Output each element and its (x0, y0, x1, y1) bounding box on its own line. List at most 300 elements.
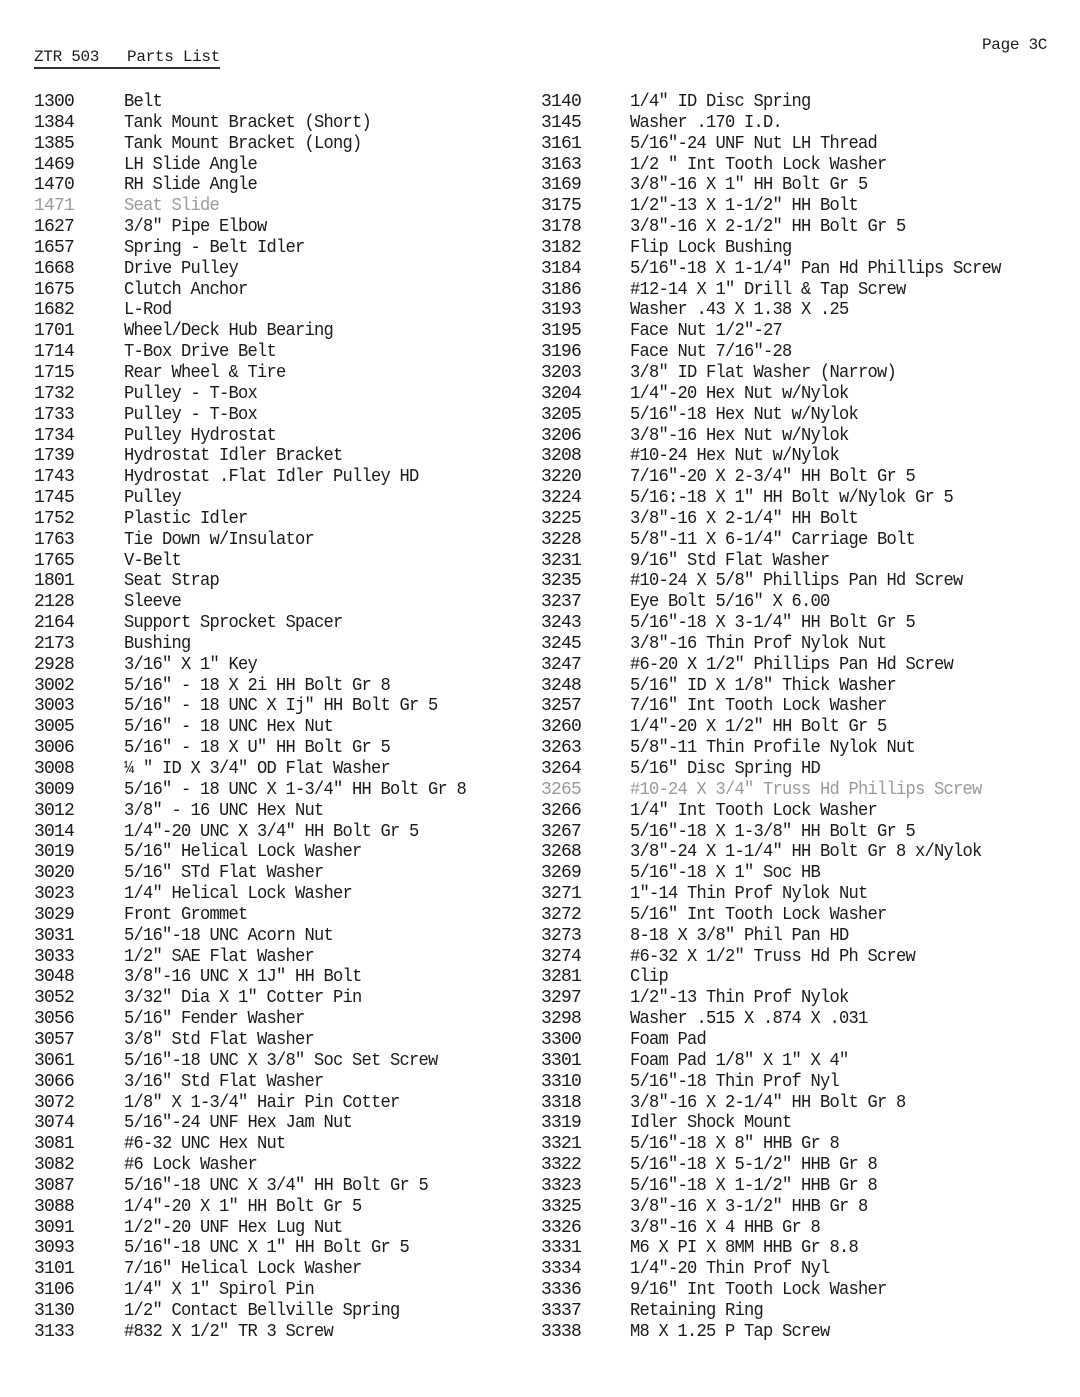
part-row (34, 1009, 484, 1030)
part-row (541, 592, 1020, 613)
part-row (541, 801, 1020, 822)
part-number: 3012 (34, 800, 75, 821)
part-row (541, 1134, 1020, 1155)
part-row (541, 884, 1020, 905)
part-row (541, 551, 1020, 572)
part-number: 3267 (541, 821, 582, 842)
part-row (34, 926, 484, 947)
part-description: 5/16" ID X 1/8" Thick Washer (630, 675, 897, 696)
part-description: LH Slide Angle (124, 154, 258, 175)
part-number: 1763 (34, 529, 75, 550)
part-number: 3031 (34, 925, 75, 946)
part-row (541, 405, 1020, 426)
part-row (541, 863, 1020, 884)
part-number: 3322 (541, 1155, 582, 1176)
part-description: Pulley - T-Box (124, 404, 258, 425)
part-description: 5/16" Disc Spring HD (630, 759, 821, 779)
part-number: 3247 (541, 654, 582, 675)
part-number: 3033 (34, 946, 75, 967)
part-number: 3297 (541, 988, 582, 1009)
part-number: 3300 (541, 1029, 582, 1050)
part-row (541, 342, 1020, 363)
part-description: Drive Pulley (124, 258, 239, 279)
part-row (34, 509, 484, 530)
part-description: Seat Slide (124, 196, 220, 217)
part-number: 3272 (541, 904, 582, 925)
part-description: 3/8" - 16 UNC Hex Nut (124, 800, 324, 821)
part-number: 1743 (34, 467, 75, 488)
part-description: 1"-14 Thin Prof Nylok Nut (630, 884, 868, 905)
part-row (541, 113, 1020, 134)
part-description: #12-14 X 1" Drill & Tap Screw (630, 279, 906, 300)
part-row (541, 696, 1020, 717)
part-number: 3082 (34, 1155, 75, 1176)
part-number: 3093 (34, 1238, 75, 1259)
part-number: 3265 (541, 779, 582, 800)
part-number: 3206 (541, 425, 582, 446)
part-row (541, 717, 1020, 738)
part-number: 3133 (34, 1321, 75, 1342)
part-row (34, 592, 484, 613)
part-number: 1675 (34, 279, 75, 300)
part-number: 3145 (541, 112, 582, 133)
part-description: #6-32 UNC Hex Nut (124, 1134, 286, 1155)
part-row (541, 488, 1020, 509)
part-number: 3331 (541, 1238, 582, 1259)
part-description: M8 X 1.25 P Tap Screw (630, 1321, 830, 1342)
part-row (34, 175, 484, 196)
part-description: ¼ " ID X 3/4" OD Flat Washer (124, 759, 391, 779)
part-row (34, 571, 484, 592)
part-row (541, 738, 1020, 759)
part-row (34, 238, 484, 259)
part-row (34, 1176, 484, 1197)
part-description: 1/4"-20 Hex Nut w/Nylok (630, 383, 849, 404)
part-number: 3002 (34, 675, 75, 696)
part-description: 1/2 " Int Tooth Lock Washer (630, 154, 887, 175)
part-row (541, 759, 1020, 780)
part-row (541, 926, 1020, 947)
part-number: 3072 (34, 1092, 75, 1113)
part-description: Retaining Ring (630, 1300, 764, 1321)
part-row (34, 1218, 484, 1239)
part-description: 3/8"-16 Hex Nut w/Nylok (630, 425, 849, 446)
part-description: 9/16" Int Tooth Lock Washer (630, 1280, 887, 1301)
part-description: 5/16"-18 UNC X 3/4" HH Bolt Gr 5 (124, 1175, 429, 1196)
part-row (541, 967, 1020, 988)
part-row (34, 467, 484, 488)
part-description: 1/4" X 1" Spirol Pin (124, 1280, 315, 1301)
part-description: 5/16"-18 X 3-1/4" HH Bolt Gr 5 (630, 613, 916, 634)
part-description: Clutch Anchor (124, 279, 248, 300)
part-row (34, 738, 484, 759)
part-description: Face Nut 7/16"-28 (630, 342, 792, 363)
part-description: Foam Pad 1/8" X 1" X 4" (630, 1050, 849, 1071)
part-number: 3056 (34, 1009, 75, 1030)
part-number: 3106 (34, 1280, 75, 1301)
part-description: Pulley Hydrostat (124, 425, 277, 446)
part-description: 5/16"-18 X 1" Soc HB (630, 863, 821, 884)
part-number: 3175 (541, 196, 582, 217)
part-number: 3057 (34, 1029, 75, 1050)
part-description: T-Box Drive Belt (124, 342, 277, 363)
part-description: Tank Mount Bracket (Short) (124, 112, 372, 133)
part-number: 3081 (34, 1134, 75, 1155)
part-row (34, 426, 484, 447)
part-description: RH Slide Angle (124, 175, 258, 196)
part-description: Spring - Belt Idler (124, 237, 305, 258)
part-description: 5/16" Fender Washer (124, 1009, 305, 1030)
part-description: Support Sprocket Spacer (124, 613, 343, 634)
part-number: 1734 (34, 425, 75, 446)
part-description: Rear Wheel & Tire (124, 362, 286, 383)
part-description: 1/4" Int Tooth Lock Washer (630, 800, 878, 821)
part-description: #10-24 X 3/4" Truss Hd Phillips Screw (630, 779, 982, 800)
part-number: 3225 (541, 508, 582, 529)
part-number: 3006 (34, 738, 75, 759)
part-description: 5/16" STd Flat Washer (124, 863, 324, 884)
part-number: 3020 (34, 863, 75, 884)
part-description: L-Rod (124, 300, 172, 321)
part-row (34, 842, 484, 863)
part-row (541, 905, 1020, 926)
part-number: 2128 (34, 592, 75, 613)
part-description: 3/8" Std Flat Washer (124, 1029, 315, 1050)
part-description: #10-24 X 5/8" Phillips Pan Hd Screw (630, 571, 963, 592)
part-number: 3178 (541, 217, 582, 238)
part-number: 3196 (541, 342, 582, 363)
part-number: 3269 (541, 863, 582, 884)
part-number: 3074 (34, 1113, 75, 1134)
part-number: 3066 (34, 1071, 75, 1092)
part-number: 3003 (34, 696, 75, 717)
part-number: 1470 (34, 175, 75, 196)
part-row (34, 1155, 484, 1176)
part-number: 3231 (541, 550, 582, 571)
part-description: 7/16" Int Tooth Lock Washer (630, 696, 887, 717)
part-row (34, 530, 484, 551)
part-number: 3326 (541, 1217, 582, 1238)
part-number: 1627 (34, 217, 75, 238)
part-row (541, 1176, 1020, 1197)
part-number: 3195 (541, 321, 582, 342)
part-row (34, 363, 484, 384)
part-number: 3263 (541, 738, 582, 759)
part-number: 3325 (541, 1196, 582, 1217)
part-number: 2928 (34, 654, 75, 675)
part-description: 3/16" Std Flat Washer (124, 1071, 324, 1092)
part-row (541, 988, 1020, 1009)
part-row (541, 300, 1020, 321)
part-number: 1471 (34, 196, 75, 217)
part-description: 8-18 X 3/8" Phil Pan HD (630, 925, 849, 946)
part-number: 1701 (34, 321, 75, 342)
part-row (541, 1009, 1020, 1030)
part-row (34, 1113, 484, 1134)
part-number: 3281 (541, 967, 582, 988)
part-description: 3/8"-24 X 1-1/4" HH Bolt Gr 8 x/Nylok (630, 842, 982, 863)
part-row (541, 1072, 1020, 1093)
part-description: M6 X PI X 8MM HHB Gr 8.8 (630, 1238, 859, 1259)
part-row (34, 384, 484, 405)
part-number: 3273 (541, 925, 582, 946)
part-number: 3061 (34, 1050, 75, 1071)
part-row (34, 1322, 484, 1343)
part-description: Foam Pad (630, 1029, 707, 1050)
part-row (34, 967, 484, 988)
part-number: 3243 (541, 613, 582, 634)
part-number: 1714 (34, 342, 75, 363)
part-row (34, 759, 484, 780)
part-number: 3301 (541, 1050, 582, 1071)
part-description: 5/16" Int Tooth Lock Washer (630, 904, 887, 925)
part-number: 3130 (34, 1300, 75, 1321)
part-row (541, 467, 1020, 488)
part-number: 1385 (34, 133, 75, 154)
part-number: 3184 (541, 258, 582, 279)
part-number: 3266 (541, 800, 582, 821)
part-number: 3193 (541, 300, 582, 321)
part-number: 3337 (541, 1300, 582, 1321)
part-row (541, 1093, 1020, 1114)
part-number: 3205 (541, 404, 582, 425)
part-row (541, 842, 1020, 863)
part-description: 5/16" Helical Lock Washer (124, 842, 362, 863)
part-number: 3323 (541, 1175, 582, 1196)
part-number: 3203 (541, 362, 582, 383)
part-description: 3/8"-16 X 2-1/2" HH Bolt Gr 5 (630, 217, 906, 238)
part-description: #832 X 1/2" TR 3 Screw (124, 1321, 334, 1342)
part-description: 9/16" Std Flat Washer (630, 550, 830, 571)
part-row (34, 551, 484, 572)
part-row (541, 217, 1020, 238)
part-description: Face Nut 1/2"-27 (630, 321, 783, 342)
part-description: V-Belt (124, 550, 182, 571)
part-description: Tie Down w/Insulator (124, 529, 315, 550)
part-number: 3248 (541, 675, 582, 696)
part-row (541, 676, 1020, 697)
part-description: 7/16"-20 X 2-3/4" HH Bolt Gr 5 (630, 467, 916, 488)
part-description: 1/4"-20 X 1" HH Bolt Gr 5 (124, 1196, 362, 1217)
part-description: 5/16" - 18 X U" HH Bolt Gr 5 (124, 738, 391, 759)
part-description: 1/2"-20 UNF Hex Lug Nut (124, 1217, 343, 1238)
part-row (541, 1218, 1020, 1239)
part-row (34, 280, 484, 301)
part-number: 3169 (541, 175, 582, 196)
part-row (541, 947, 1020, 968)
part-row (541, 321, 1020, 342)
part-row (541, 175, 1020, 196)
part-number: 3336 (541, 1280, 582, 1301)
part-description: 1/4"-20 UNC X 3/4" HH Bolt Gr 5 (124, 821, 419, 842)
page-title: ZTR 503 Parts List (34, 48, 220, 69)
part-row (541, 822, 1020, 843)
part-description: Flip Lock Bushing (630, 237, 792, 258)
part-row (541, 280, 1020, 301)
part-number: 3319 (541, 1113, 582, 1134)
part-description: 5/16" - 18 UNC X Ij" HH Bolt Gr 5 (124, 696, 438, 717)
part-number: 1745 (34, 488, 75, 509)
part-row (541, 1238, 1020, 1259)
part-description: 1/8" X 1-3/4" Hair Pin Cotter (124, 1092, 400, 1113)
part-description: Front Grommet (124, 904, 248, 925)
part-description: 1/4"-20 Thin Prof Nyl (630, 1259, 830, 1280)
part-row (34, 1134, 484, 1155)
parts-list-right-column (541, 92, 1020, 1343)
part-number: 3186 (541, 279, 582, 300)
part-row (541, 634, 1020, 655)
part-description: 5/8"-11 Thin Profile Nylok Nut (630, 738, 916, 759)
part-description: Washer .170 I.D. (630, 112, 783, 133)
page-number: Page 3C (982, 36, 1048, 54)
part-row (541, 196, 1020, 217)
part-number: 3274 (541, 946, 582, 967)
part-number: 1300 (34, 92, 75, 112)
part-row (34, 988, 484, 1009)
part-description: 5/16"-18 X 1-1/2" HHB Gr 8 (630, 1175, 878, 1196)
part-row (541, 259, 1020, 280)
part-row (34, 446, 484, 467)
part-number: 3019 (34, 842, 75, 863)
part-row (34, 696, 484, 717)
part-description: 3/8"-16 X 3-1/2" HHB Gr 8 (630, 1196, 868, 1217)
part-description: Tank Mount Bracket (Long) (124, 133, 362, 154)
part-description: Plastic Idler (124, 508, 248, 529)
part-description: 5/16"-18 X 1-3/8" HH Bolt Gr 5 (630, 821, 916, 842)
part-number: 1668 (34, 258, 75, 279)
part-row (541, 1113, 1020, 1134)
part-number: 3208 (541, 446, 582, 467)
part-row (541, 363, 1020, 384)
part-description: 5/16" - 18 UNC Hex Nut (124, 717, 334, 738)
part-description: Seat Strap (124, 571, 220, 592)
part-row (34, 676, 484, 697)
part-description: 3/8"-16 X 2-1/4" HH Bolt (630, 508, 859, 529)
part-number: 3048 (34, 967, 75, 988)
part-row (541, 446, 1020, 467)
part-description: Belt (124, 92, 163, 112)
part-row (34, 134, 484, 155)
part-number: 3101 (34, 1259, 75, 1280)
part-number: 3245 (541, 633, 582, 654)
part-row (34, 1051, 484, 1072)
part-number: 1469 (34, 154, 75, 175)
part-row (541, 655, 1020, 676)
part-description: 5/16" - 18 UNC X 1-3/4" HH Bolt Gr 8 (124, 779, 467, 800)
part-number: 3091 (34, 1217, 75, 1238)
part-description: #6-20 X 1/2" Phillips Pan Hd Screw (630, 654, 954, 675)
part-description: Hydrostat Idler Bracket (124, 446, 343, 467)
part-description: 5/16"-18 Thin Prof Nyl (630, 1071, 840, 1092)
part-row (34, 884, 484, 905)
part-number: 3163 (541, 154, 582, 175)
part-row (34, 780, 484, 801)
part-description: 3/8" Pipe Elbow (124, 217, 267, 238)
part-number: 3260 (541, 717, 582, 738)
part-row (541, 530, 1020, 551)
part-row (34, 405, 484, 426)
part-description: 5/8"-11 X 6-1/4" Carriage Bolt (630, 529, 916, 550)
part-row (34, 1072, 484, 1093)
part-description: 1/4" ID Disc Spring (630, 92, 811, 112)
part-number: 3310 (541, 1071, 582, 1092)
part-description: 1/2"-13 Thin Prof Nylok (630, 988, 849, 1009)
part-number: 1384 (34, 112, 75, 133)
part-number: 3264 (541, 759, 582, 779)
part-row (34, 92, 484, 113)
part-row (541, 509, 1020, 530)
part-number: 3008 (34, 759, 75, 779)
part-row (541, 155, 1020, 176)
part-row (541, 426, 1020, 447)
part-description: 3/16" X 1" Key (124, 654, 258, 675)
part-number: 3321 (541, 1134, 582, 1155)
part-row (541, 1259, 1020, 1280)
part-description: 5/16"-24 UNF Nut LH Thread (630, 133, 878, 154)
part-number: 3220 (541, 467, 582, 488)
part-description: 5/16"-24 UNF Hex Jam Nut (124, 1113, 353, 1134)
part-number: 3087 (34, 1175, 75, 1196)
part-description: 5/16"-18 X 1-1/4" Pan Hd Phillips Screw (630, 258, 1001, 279)
part-row (34, 1259, 484, 1280)
part-description: 5/16" - 18 X 2i HH Bolt Gr 8 (124, 675, 391, 696)
part-description: 1/4"-20 X 1/2" HH Bolt Gr 5 (630, 717, 887, 738)
part-row (541, 780, 1020, 801)
part-number: 3257 (541, 696, 582, 717)
part-description: 5/16"-18 X 5-1/2" HHB Gr 8 (630, 1155, 878, 1176)
part-row (541, 1322, 1020, 1343)
part-row (34, 1093, 484, 1114)
part-number: 1752 (34, 508, 75, 529)
part-description: 5/16:-18 X 1" HH Bolt w/Nylok Gr 5 (630, 488, 954, 509)
part-description: Idler Shock Mount (630, 1113, 792, 1134)
part-row (541, 613, 1020, 634)
part-row (34, 634, 484, 655)
part-number: 1657 (34, 237, 75, 258)
part-number: 3182 (541, 237, 582, 258)
part-number: 3298 (541, 1009, 582, 1030)
part-row (541, 1155, 1020, 1176)
part-row (541, 384, 1020, 405)
part-description: 3/8"-16 X 1" HH Bolt Gr 5 (630, 175, 868, 196)
part-description: 3/32" Dia X 1" Cotter Pin (124, 988, 362, 1009)
part-row (34, 905, 484, 926)
part-description: 3/8"-16 Thin Prof Nylok Nut (630, 633, 887, 654)
part-description: 5/16"-18 Hex Nut w/Nylok (630, 404, 859, 425)
part-description: 5/16"-18 UNC X 1" HH Bolt Gr 5 (124, 1238, 410, 1259)
part-row (34, 1280, 484, 1301)
part-number: 3235 (541, 571, 582, 592)
part-number: 2164 (34, 613, 75, 634)
part-number: 3052 (34, 988, 75, 1009)
parts-list-left-column (34, 92, 484, 1343)
part-row (34, 801, 484, 822)
part-row (541, 238, 1020, 259)
part-number: 3224 (541, 488, 582, 509)
part-description: Pulley - T-Box (124, 383, 258, 404)
part-row (34, 488, 484, 509)
part-row (34, 613, 484, 634)
part-row (34, 196, 484, 217)
part-row (34, 300, 484, 321)
part-description: Bushing (124, 633, 191, 654)
part-number: 3140 (541, 92, 582, 112)
part-description: #6 Lock Washer (124, 1155, 258, 1176)
part-description: 1/2" SAE Flat Washer (124, 946, 315, 967)
part-row (34, 1030, 484, 1051)
part-number: 1715 (34, 362, 75, 383)
part-description: 5/16"-18 UNC Acorn Nut (124, 925, 334, 946)
